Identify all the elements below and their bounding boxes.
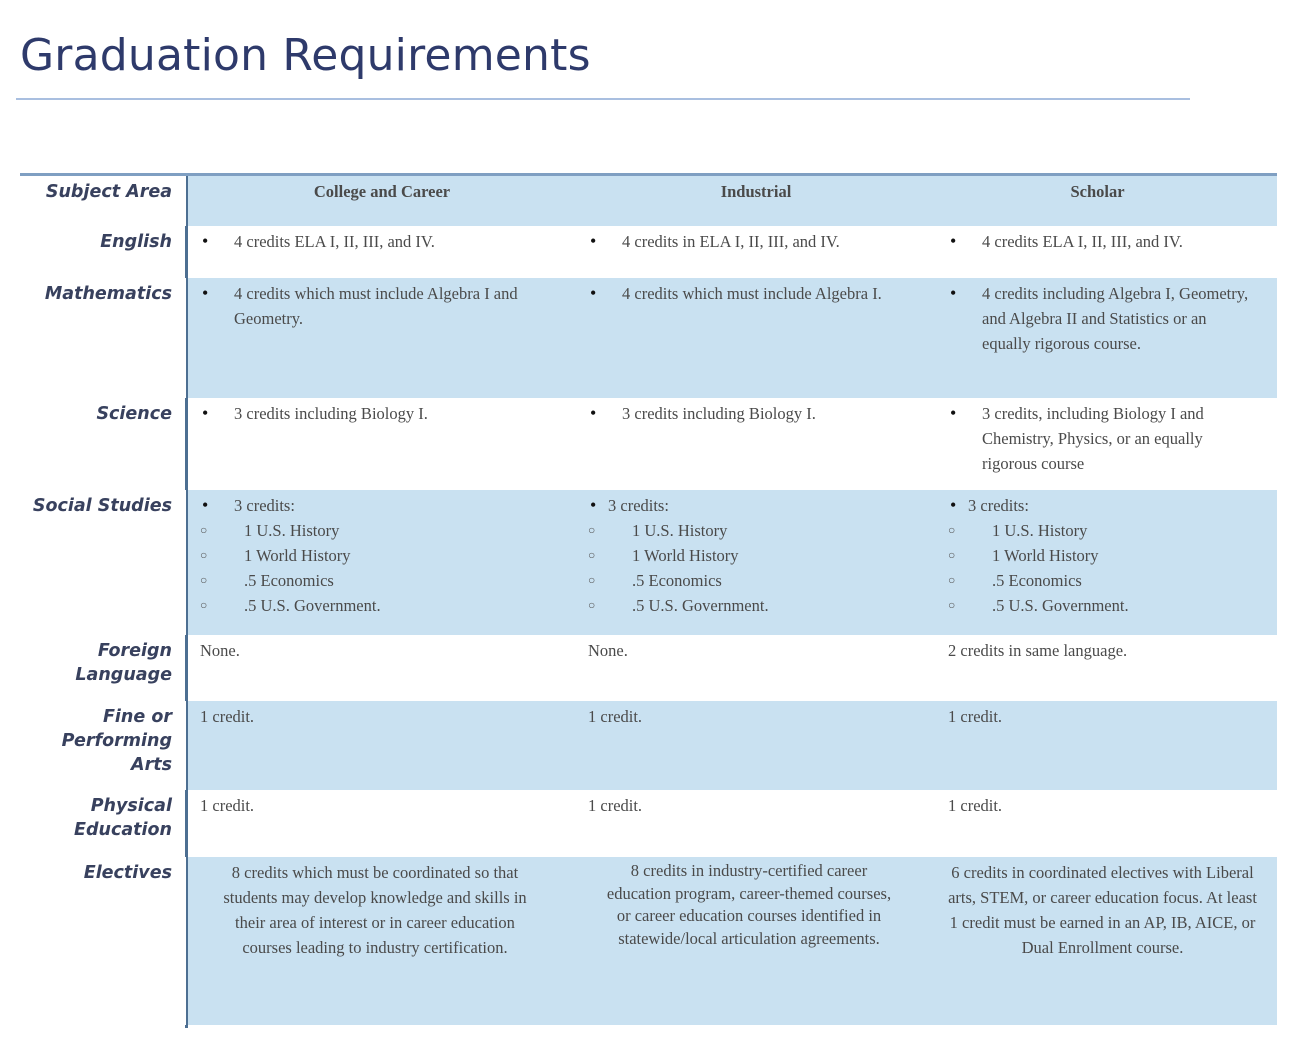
- list-item: ○ 1 U.S. History: [948, 518, 1259, 543]
- subject-area-header: Subject Area: [20, 176, 186, 226]
- list-item: ○ 1 World History: [200, 543, 576, 568]
- row-label-electives: Electives: [20, 857, 186, 1025]
- social-studies-industrial: [588, 493, 936, 618]
- science-college-career: • 3 credits including Biology I.: [200, 401, 576, 426]
- list-item: ○ 1 U.S. History: [200, 518, 576, 543]
- list-item: ○ 1 World History: [588, 543, 936, 568]
- social-studies-intro: 3 credits:: [968, 496, 1029, 515]
- table-row-foreign-language: [20, 635, 1277, 701]
- foreign-language-industrial: None.: [588, 641, 628, 660]
- social-studies-intro: 3 credits:: [608, 496, 669, 515]
- math-college-career: • 4 credits which must include Algebra I and Geometry.: [200, 281, 576, 331]
- row-label-social-studies: Social Studies: [20, 490, 186, 635]
- science-scholar: • 3 credits, including Biology I and Chemistry, Physics, or an equally rigorous course: [948, 401, 1259, 476]
- row-label-science: Science: [96, 404, 172, 424]
- table-row-social-studies: [20, 490, 1277, 635]
- english-college-career: • 4 credits ELA I, II, III, and IV.: [200, 229, 576, 254]
- electives-scholar: 6 credits in coordinated electives with Liberal arts, STEM, or career education focus. At least 1 credit must be earned in an AP, IB, AICE, or Dual Enrollment course.: [936, 857, 1277, 1025]
- physical-education-industrial: 1 credit.: [588, 796, 643, 815]
- table-row-science: [20, 398, 1277, 490]
- list-item: ○ 1 World History: [948, 543, 1259, 568]
- list-item: ○ .5 Economics: [948, 568, 1259, 593]
- english-industrial: • 4 credits in ELA I, II, III, and IV.: [588, 229, 936, 254]
- title-divider: [16, 98, 1190, 100]
- social-studies-college-career: [200, 493, 576, 618]
- foreign-language-college-career: None.: [200, 641, 240, 660]
- science-industrial: • 3 credits including Biology I.: [588, 401, 936, 426]
- list-item: ○ .5 Economics: [588, 568, 936, 593]
- column-header-college-career: College and Career: [188, 176, 576, 226]
- math-scholar: • 4 credits including Algebra I, Geometry, and Algebra II and Statistics or an equally rigorous course.: [948, 281, 1259, 356]
- list-item: ○ .5 U.S. Government.: [948, 593, 1259, 618]
- social-studies-intro: 3 credits:: [234, 496, 295, 515]
- social-studies-scholar: [948, 493, 1259, 618]
- row-label-fine-arts: Fine or Performing Arts: [20, 701, 186, 790]
- math-industrial: • 4 credits which must include Algebra I.: [588, 281, 936, 306]
- foreign-language-scholar: 2 credits in same language.: [948, 641, 1128, 660]
- table-row-electives: [20, 857, 1277, 1025]
- table-row-physical-education: [20, 790, 1277, 857]
- fine-arts-college-career: 1 credit.: [188, 701, 576, 790]
- fine-arts-scholar: 1 credit.: [936, 701, 1277, 790]
- fine-arts-industrial: 1 credit.: [576, 701, 936, 790]
- electives-industrial: 8 credits in industry-certified career education program, career-themed courses, or career education courses identified in statewide/local articulation agreements.: [576, 857, 936, 1025]
- table-header-row: [20, 176, 1277, 226]
- row-label-mathematics: Mathematics: [20, 278, 186, 398]
- english-scholar: • 4 credits ELA I, II, III, and IV.: [948, 229, 1259, 254]
- table-row-mathematics: [20, 278, 1277, 398]
- requirements-table: [20, 173, 1277, 1025]
- list-item: ○ 1 U.S. History: [588, 518, 936, 543]
- physical-education-college-career: 1 credit.: [200, 796, 255, 815]
- table-row-fine-arts: [20, 701, 1277, 790]
- list-item: ○ .5 Economics: [200, 568, 576, 593]
- row-label-physical-education: Physical Education: [74, 796, 172, 840]
- list-item: ○ .5 U.S. Government.: [200, 593, 576, 618]
- page-title: Graduation Requirements: [20, 30, 591, 81]
- row-label-foreign-language: Foreign Language: [75, 641, 172, 685]
- column-header-industrial: Industrial: [576, 176, 936, 226]
- electives-college-career: 8 credits which must be coordinated so that students may develop knowledge and skills in their area of interest or in career education courses leading to industry certification.: [188, 857, 576, 1025]
- row-label-english: English: [100, 232, 172, 252]
- physical-education-scholar: 1 credit.: [948, 796, 1003, 815]
- list-item: ○ .5 U.S. Government.: [588, 593, 936, 618]
- column-header-scholar: Scholar: [936, 176, 1277, 226]
- table-row-english: [20, 226, 1277, 278]
